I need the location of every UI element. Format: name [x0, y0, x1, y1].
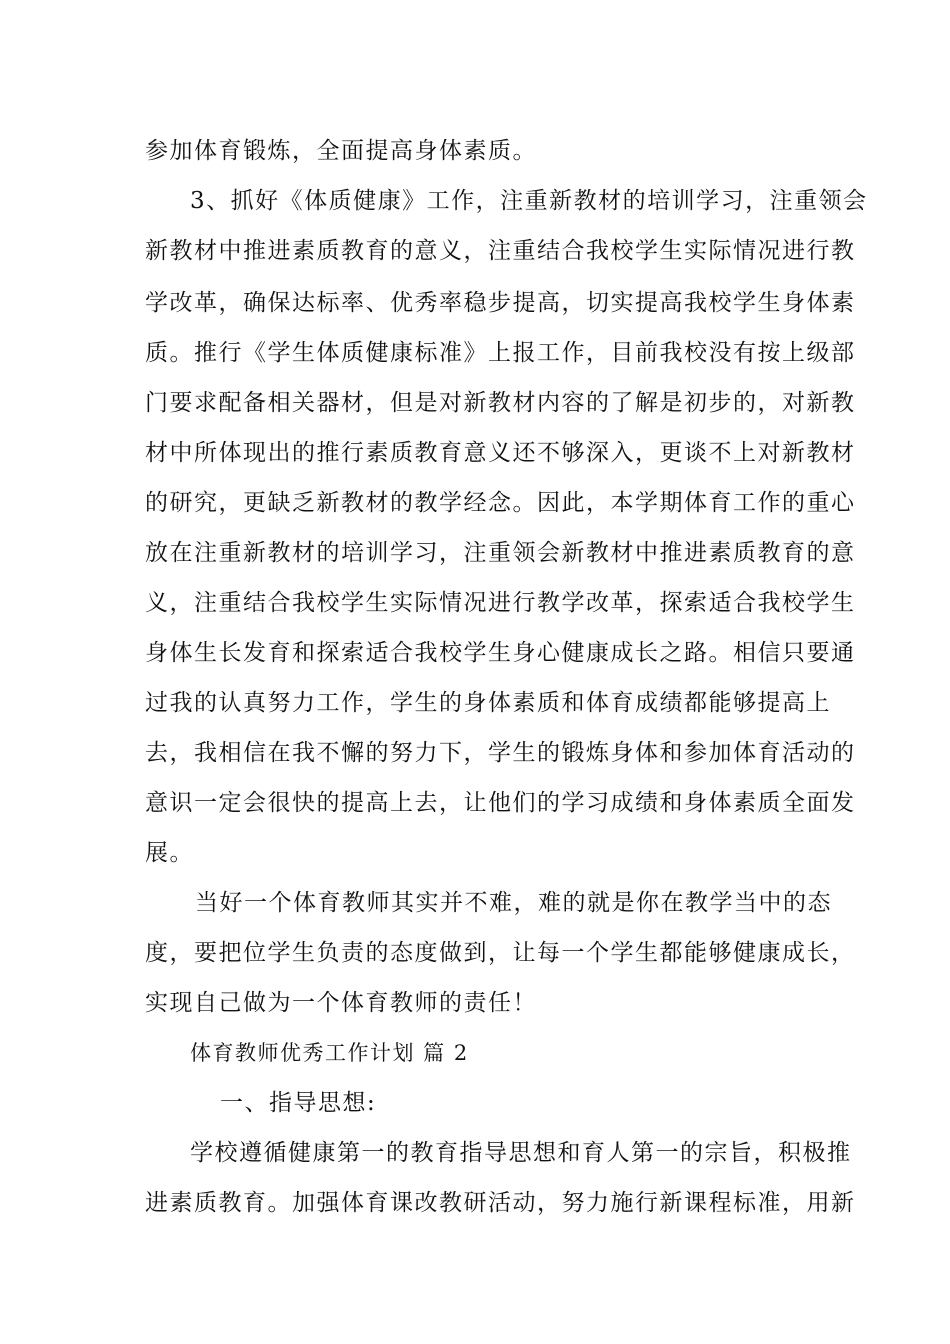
text-line-5: 质。推行《学生体质健康标准》上报工作，目前我校没有按上级部 — [145, 340, 856, 366]
text-line-8: 的研究，更缺乏新教材的教学经念。因此，本学期体育工作的重心 — [145, 490, 856, 516]
text-line-4: 学改革，确保达标率、优秀率稳步提高，切实提高我校学生身体素 — [145, 290, 856, 316]
text-line-2: 3、抓好《体质健康》工作，注重新教材的培训学习，注重领会 — [190, 188, 868, 214]
text-line-11: 身体生长发育和探索适合我校学生身心健康成长之路。相信只要通 — [145, 640, 856, 666]
text-line-17: 度，要把位学生负责的态度做到，让每一个学生都能够健康成长， — [145, 940, 856, 966]
text-line-12: 过我的认真努力工作，学生的身体素质和体育成绩都能够提高上 — [145, 690, 831, 716]
text-line-15: 展。 — [145, 840, 194, 866]
text-line-13: 去，我相信在我不懈的努力下，学生的锻炼身体和参加体育活动的 — [145, 740, 856, 766]
section-heading: 体育教师优秀工作计划 篇 2 — [190, 1041, 469, 1065]
text-line-6: 门要求配备相关器材，但是对新教材内容的了解是初步的，对新教 — [145, 390, 856, 416]
text-line-9: 放在注重新教材的培训学习，注重领会新教材中推进素质教育的意 — [145, 540, 856, 566]
text-line-22: 进素质教育。加强体育课改教研活动，努力施行新课程标准，用新 — [145, 1190, 856, 1216]
text-line-14: 意识一定会很快的提高上去，让他们的学习成绩和身体素质全面发 — [145, 790, 856, 816]
text-line-16: 当好一个体育教师其实并不难，难的就是你在教学当中的态 — [195, 890, 832, 916]
text-line-7: 材中所体现出的推行素质教育意义还不够深入，更谈不上对新教材 — [145, 440, 856, 466]
text-line-21: 学校遵循健康第一的教育指导思想和育人第一的宗旨，积极推 — [190, 1140, 852, 1166]
text-line-18: 实现自己做为一个体育教师的责任！ — [145, 990, 537, 1016]
text-line-10: 义，注重结合我校学生实际情况进行教学改革，探索适合我校学生 — [145, 590, 856, 616]
text-line-3: 新教材中推进素质教育的意义，注重结合我校学生实际情况进行教 — [145, 238, 856, 264]
subsection-heading: 一、指导思想: — [220, 1090, 377, 1116]
text-line-1: 参加体育锻炼，全面提高身体素质。 — [145, 138, 537, 164]
